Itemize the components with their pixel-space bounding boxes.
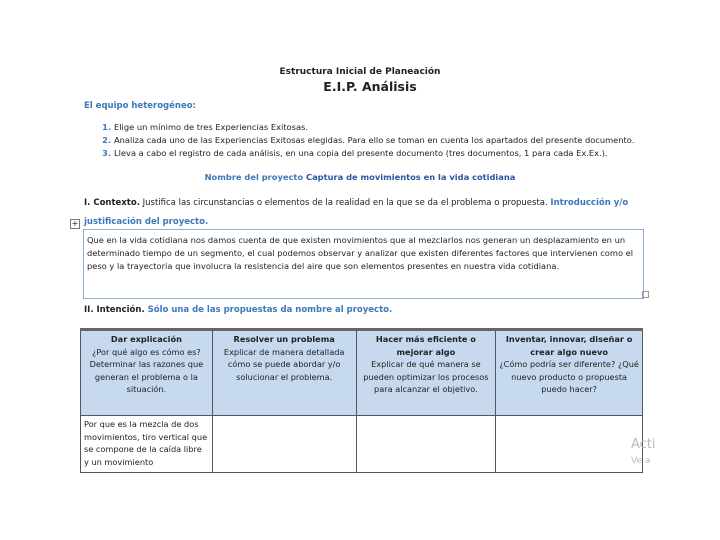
context-heading: I. Contexto.	[84, 198, 140, 208]
header-cell	[496, 330, 643, 416]
answer-cell[interactable]	[496, 416, 643, 473]
intention-table	[80, 328, 643, 473]
project-name-line	[0, 172, 720, 182]
resize-handle[interactable]	[642, 291, 649, 298]
intention-hint: Sólo una de las propuestas da nombre al proyecto.	[144, 305, 393, 315]
header-desc: Explicar de manera detallada cómo se puede abordar y/o solucionar el problema.	[223, 346, 345, 382]
header-cell	[81, 330, 213, 416]
intention-heading: II. Intención.	[84, 305, 145, 315]
activation-watermark	[631, 437, 656, 469]
team-label: El equipo heterogéneo:	[84, 101, 196, 111]
project-label: Nombre del proyecto	[204, 172, 304, 182]
header-title: Hacer más eficiente o mejorar algo	[375, 334, 476, 357]
context-answer-box[interactable]: Que en la vida cotidiana nos damos cuenta de que existen movimientos que al mezclarlos nos generan un desplazamiento en un determinado tiempo de un segmento, el cual podemos observar y analizar que existen diferentes factores que intervienen como el peso y la trayectoria que involucra la resistencia del aire que son elementos presentes en nuestra vida cotidiana.	[83, 229, 644, 299]
answer-cell[interactable]	[212, 416, 356, 473]
step-item: 2. Analiza cada uno de las Experiencias Exitosas elegidas. Para ello se toman en cuenta los apartados del presente documento.	[114, 134, 644, 147]
steps-list	[96, 121, 644, 160]
document-title: Estructura Inicial de Planeación	[279, 67, 441, 77]
context-text: Justifica las circunstancias o elementos de la realidad en la que se da el problema o propuesta.	[139, 198, 551, 208]
header-cell	[212, 330, 356, 416]
header-cell	[356, 330, 496, 416]
intention-section	[84, 305, 392, 315]
header-desc: ¿Por qué algo es cómo es? Determinar las razones que generan el problema o la situación.	[89, 346, 204, 394]
header-title: Resolver un problema	[233, 334, 335, 344]
header-title: Inventar, innovar, diseñar o crear algo nuevo	[505, 334, 633, 357]
table-move-handle-icon[interactable]: +	[71, 219, 79, 228]
header-desc: ¿Cómo podría ser diferente? ¿Qué nuevo producto o propuesta puedo hacer?	[499, 359, 639, 394]
table-row	[81, 416, 643, 473]
answer-cell[interactable]: Por que es la mezcla de dos movimientos, tiro vertical que se compone de la caída libre y un movimiento	[81, 416, 213, 473]
step-item: 1. Elige un mínimo de tres Experiencias Exitosas.	[114, 121, 644, 134]
watermark-line: Acti	[631, 437, 656, 452]
watermark-line: Ve a	[631, 456, 651, 466]
header-title: Dar explicación	[110, 334, 182, 344]
header-desc: Explicar de qué manera se pueden optimizar los procesos para alcanzar el objetivo.	[363, 359, 489, 394]
context-section	[84, 194, 644, 232]
step-item: 3. Lleva a cabo el registro de cada análisis, en una copia del presente documento (tres documentos, 1 para cada Ex.Ex.).	[114, 147, 644, 160]
context-hint: Introducción y/o justificación del proyecto.	[84, 198, 629, 227]
answer-cell[interactable]	[356, 416, 496, 473]
project-name: Captura de movimientos en la vida cotidiana	[305, 172, 516, 182]
document-subtitle: E.I.P. Análisis	[323, 79, 417, 94]
